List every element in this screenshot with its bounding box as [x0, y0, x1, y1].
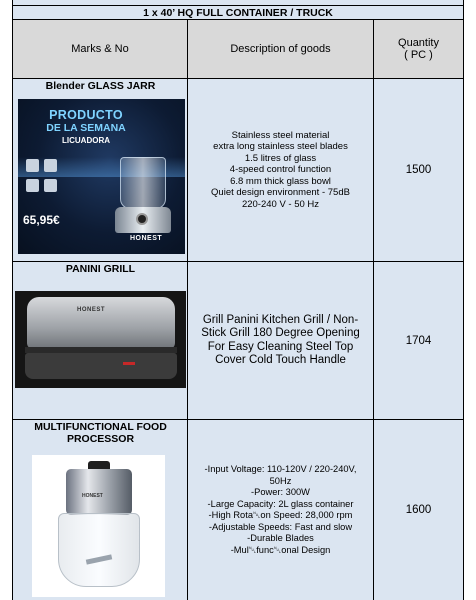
item-title-line: PROCESSOR [66, 433, 135, 445]
header-quantity [374, 20, 463, 78]
header-description: Description of goods [188, 20, 374, 78]
description-line: -Mul␀func␀onal Design [230, 544, 331, 555]
quantity-value: 1500 [405, 164, 432, 176]
item-title-line: MULTIFUNCTIONAL FOOD [34, 421, 167, 433]
item-title [13, 421, 188, 445]
description-cell [188, 79, 374, 261]
food-processor-image [32, 455, 165, 597]
processor-bowl-shape [58, 513, 140, 587]
container-title: 1 x 40’ HQ FULL CONTAINER / TRUCK [143, 6, 333, 19]
table-header [12, 20, 464, 79]
description-line: -Power: 300W [251, 487, 310, 497]
description-line: Cover Cold Touch Handle [215, 354, 346, 366]
header-quantity-label: Quantity [398, 37, 439, 49]
header-marks: Marks & No [13, 20, 188, 78]
blender-knob-shape [136, 213, 148, 225]
description-text [192, 79, 369, 261]
quantity-cell [374, 79, 463, 261]
description-line: Quiet design environment - 75dB [211, 187, 350, 199]
grill-base-shape [25, 353, 177, 379]
ad-subtitle: LICUADORA [62, 136, 110, 145]
packing-list-sheet [12, 0, 464, 600]
blender-jar-shape [120, 157, 166, 209]
quantity-value: 1704 [405, 334, 432, 347]
description-line: Stainless steel material [231, 129, 330, 141]
table-row [12, 79, 464, 262]
description-line: -High Rota␀on Speed: 28,000 rpm [208, 510, 353, 520]
description-line: 1.5 litres of glass [244, 152, 317, 164]
feature-icon [44, 159, 57, 172]
quantity-value: 1600 [405, 504, 432, 516]
ad-price: 65,95€ [23, 213, 60, 227]
description-line: For Easy Cleaning Steel Top [207, 340, 354, 353]
grill-brand: HONEST [77, 307, 106, 313]
description-line: -Large Capacity: 2L glass container [207, 498, 354, 509]
quantity-cell [374, 262, 463, 419]
processor-motor-shape [66, 469, 132, 515]
item-title: Blender GLASS JARR [45, 80, 156, 92]
description-line: 6.8 mm thick glass bowl [230, 175, 331, 187]
marks-cell [13, 262, 188, 419]
ad-headline-2: DE LA SEMANA [46, 122, 126, 134]
item-title: PANINI GRILL [65, 263, 136, 275]
description-text [192, 420, 369, 600]
description-line: 4-speed control function [229, 164, 332, 176]
description-line: Grill Panini Kitchen Grill / Non- [202, 313, 359, 326]
grill-indicator-light [123, 362, 135, 365]
table-row [12, 262, 464, 420]
header-quantity-unit: ( PC ) [404, 49, 433, 61]
quantity-cell [374, 420, 463, 600]
table-row [12, 420, 464, 600]
description-line: 220-240 V - 50 Hz [241, 198, 320, 210]
description-cell [188, 262, 374, 419]
blender-product-image [18, 99, 185, 254]
feature-icon [26, 179, 39, 192]
description-line: Stick Grill 180 Degree Opening [201, 327, 360, 339]
description-line: 50Hz [269, 475, 292, 486]
grill-lid-shape [27, 297, 175, 349]
feature-icon [44, 179, 57, 192]
description-line: -Adjustable Speeds: Fast and slow [208, 521, 353, 532]
ad-headline-1: PRODUCTO [49, 108, 123, 122]
feature-icon [26, 159, 39, 172]
processor-brand: HONEST [82, 493, 103, 499]
marks-cell [13, 79, 188, 261]
container-title-row [12, 5, 464, 20]
panini-grill-image [15, 291, 186, 388]
marks-cell [13, 420, 188, 600]
description-line: extra long stainless steel blades [213, 141, 348, 153]
description-text [192, 262, 369, 419]
description-line: -Durable Blades [247, 533, 314, 543]
description-line: -Input Voltage: 110-120V / 220-240V, [204, 464, 357, 474]
description-cell [188, 420, 374, 600]
ad-brand: HONEST [130, 235, 163, 242]
